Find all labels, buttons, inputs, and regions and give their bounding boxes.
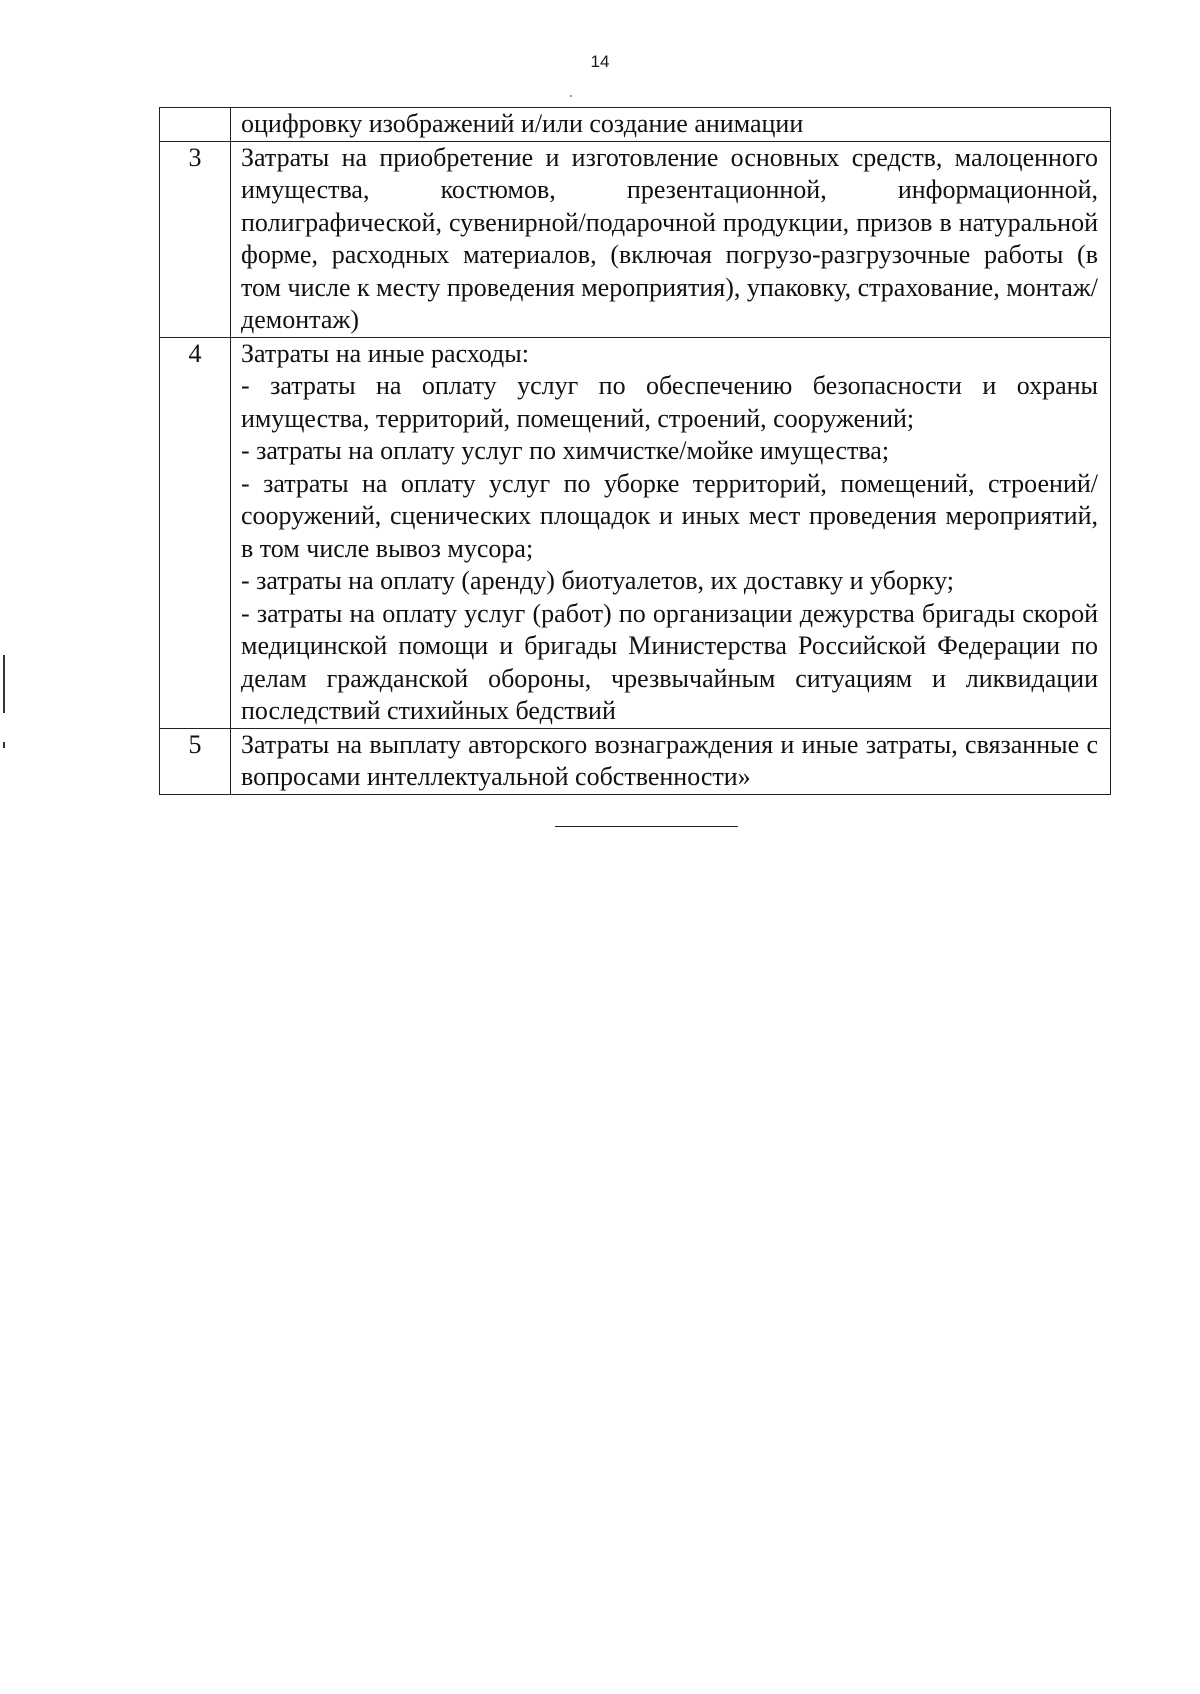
row-text xyxy=(231,728,1111,794)
expense-table xyxy=(159,107,1111,795)
table-row xyxy=(160,728,1111,794)
row-paragraph: Затраты на выплату авторского вознаграждения и иные затраты, связанные с вопросами интеллектуальной собственности» xyxy=(241,729,1098,791)
row-number xyxy=(160,108,231,142)
scan-speck xyxy=(570,95,572,97)
row-paragraph: - затраты на оплату услуг (работ) по организации дежурства бригады скорой медицинской помощи и бригады Министерства Российской Федерации по делам гражданской обороны, чрезвычайным ситуациям и ликвидации последствий стихийных бедствий xyxy=(241,598,1098,725)
row-text xyxy=(231,108,1111,142)
scan-edge-mark xyxy=(3,655,5,713)
row-number: 5 xyxy=(160,728,231,794)
row-paragraph: - затраты на оплату услуг по обеспечению безопасности и охраны имущества, территорий, помещений, строений, сооружений; xyxy=(241,371,1098,433)
row-paragraph: Затраты на приобретение и изготовление основных средств, малоценного имущества, костюмов, презентационной, информационной, полиграфической, сувенирной/подарочной продукции, призов в натуральной форме, расходных материалов, (включая погрузо-разгрузочные работы (в том числе к месту проведения мероприятия), упаковку, страхование, монтаж/демонтаж) xyxy=(241,142,1098,334)
row-paragraph: - затраты на оплату услуг по химчистке/мойке имущества; xyxy=(241,436,890,465)
closing-rule xyxy=(555,826,738,827)
row-number: 4 xyxy=(160,337,231,728)
table-row xyxy=(160,141,1111,337)
scan-edge-mark-small xyxy=(3,742,5,748)
table-row xyxy=(160,108,1111,142)
row-number: 3 xyxy=(160,141,231,337)
table-row xyxy=(160,337,1111,728)
page-number: 14 xyxy=(590,52,610,71)
row-paragraph: оцифровку изображений и/или создание анимации xyxy=(241,109,804,138)
row-text xyxy=(231,337,1111,728)
row-paragraph: - затраты на оплату услуг по уборке территорий, помещений, строений/сооружений, сценических площадок и иных мест проведения мероприятий, в том числе вывоз мусора; xyxy=(241,468,1098,563)
row-paragraph: - затраты на оплату (аренду) биотуалетов, их доставку и уборку; xyxy=(241,566,955,595)
row-text xyxy=(231,141,1111,337)
row-paragraph: Затраты на иные расходы: xyxy=(241,338,529,368)
